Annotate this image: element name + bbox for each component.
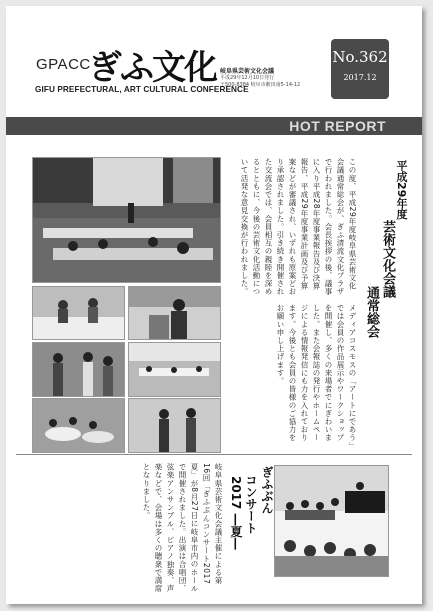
article2-headline-3: 2017 ―夏―: [229, 476, 243, 550]
article1-body-bottom: メディアコスモスの「アートにであう」では会員の作品展示やワークショップを開催し、多くの来場者でにぎわいました。また会報誌の発行やホームページによる情報発信にも力を入れております。今後とも会員の皆様のご協力をお願い申し上げます。: [276, 304, 357, 447]
article1-headline-2: 芸術文化会議: [380, 220, 395, 298]
publisher-date: 平成29年12月10日発行: [220, 75, 275, 81]
article2-headline-1: ぎふぶん: [260, 466, 274, 514]
org-acronym: GPACC: [36, 56, 91, 73]
photo-meeting-hall: [32, 157, 221, 283]
photo-speaker-table: [32, 286, 125, 340]
photo-reception-women: [32, 342, 125, 397]
article1-body-top: この度、平成29年度岐阜県芸術文化会議通常総会が、ぎふ清流文化プラザで行われました。会長挨拶の後、議事に入り平成28年度事業報告及び決算報告、平成29年度事業計画及び予算案などが審議され、いずれも原案どおり承認されました。引き続き開催された交流会では、会員相互の親睦を深めるとともに、今後の芸術文化活動について活発な意見交換が行われました。: [240, 158, 357, 296]
newsletter-logo: ぎふ文化: [88, 48, 216, 88]
issue-date: 2017.12: [343, 73, 377, 82]
photo-speaker-podium: [128, 286, 221, 340]
issue-badge: [331, 39, 389, 99]
article2-headline-2: コンサート: [244, 474, 258, 534]
publisher-address: 〒500-8384 岐阜市藪田南5-14-12: [220, 82, 301, 88]
photo-tables: [32, 398, 125, 453]
publisher-info: [220, 68, 330, 89]
section-bar: [6, 117, 422, 135]
newsletter-page: [6, 6, 422, 604]
photo-reception-hall: [128, 342, 221, 397]
photo-chat: [128, 398, 221, 453]
publisher-name: 岐阜県芸術文化会議: [220, 68, 275, 75]
issue-number: No.362: [332, 48, 388, 66]
article1-headline-3: 通常総会: [364, 286, 379, 338]
section-divider: [16, 454, 412, 455]
article2-body: 岐阜県芸術文化会議主催による第16回「ぎふぶんコンサート2017夏」が8月27日に岐阜市内のホールで開催されました。出演は合唱団、弦楽アンサンブル、ピアノ独奏、声楽などで、会場は多くの聴衆で満席となりました。: [142, 463, 223, 593]
article1-headline-1: 平成29年度: [395, 160, 408, 220]
section-title: HOT REPORT: [289, 118, 386, 134]
photo-concert-choir: [274, 465, 389, 577]
conference-english-name: GIFU PREFECTURAL, ART CULTURAL CONFERENCE: [35, 85, 249, 94]
